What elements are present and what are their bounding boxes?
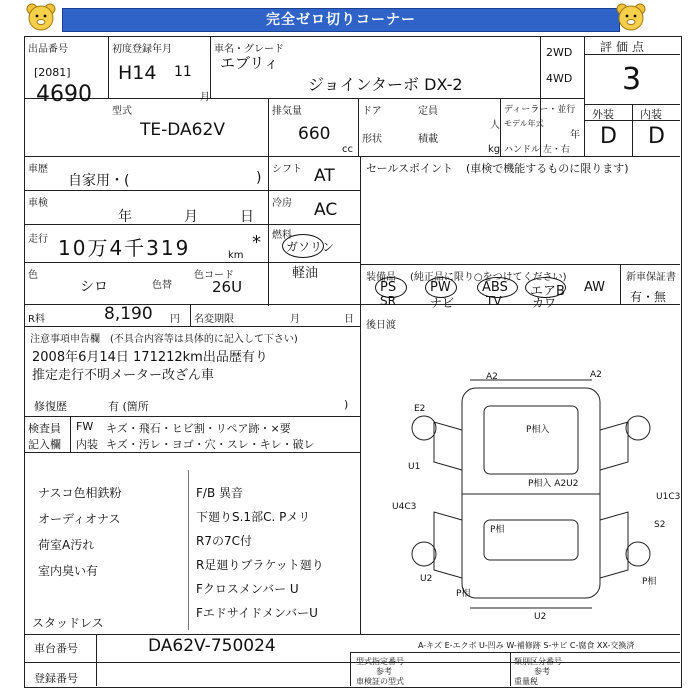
displacement-unit: cc bbox=[342, 144, 353, 155]
registration-month-unit: 月 bbox=[200, 92, 210, 103]
damage-mark: U4C3 bbox=[392, 502, 417, 512]
shift-label: シフト bbox=[272, 164, 302, 175]
color-code-label: 色コード bbox=[194, 270, 234, 281]
dealer-label: ディーラー・並行 bbox=[504, 105, 576, 115]
equipment-item: SR bbox=[380, 294, 396, 308]
damage-mark: P相 bbox=[456, 589, 471, 599]
capacity-label: 定員 bbox=[418, 106, 438, 117]
inspection-year: 年 bbox=[118, 209, 132, 225]
expiry-day: 日 bbox=[344, 314, 354, 325]
damage-mark: P相入 A2U2 bbox=[528, 479, 579, 489]
model-label: 型式 bbox=[112, 106, 132, 117]
after-install-label: 後日渡 bbox=[366, 320, 396, 331]
equipment-item: AW bbox=[584, 280, 606, 295]
color-change-label: 色替 bbox=[152, 280, 172, 291]
repair-label: 修復歴 bbox=[34, 400, 67, 413]
price-value: 8,190 bbox=[104, 304, 153, 324]
car-damage-diagram bbox=[400, 370, 670, 620]
mileage-unit: km bbox=[228, 250, 244, 261]
mileage-label: 走行 bbox=[28, 234, 48, 245]
cat-label: 類別区分番号 bbox=[514, 657, 562, 666]
cert-label: 型式指定番号 bbox=[356, 657, 404, 666]
drive-4wd: 4WD bbox=[546, 72, 573, 85]
interior-grade: D bbox=[648, 124, 665, 149]
price-unit: 円 bbox=[170, 314, 180, 325]
year-unit: 年 bbox=[570, 130, 580, 141]
reg-number-label: 登録番号 bbox=[34, 672, 78, 685]
chassis-label: 車台番号 bbox=[34, 642, 78, 655]
shape-label: 形状 bbox=[362, 134, 382, 145]
entry-label: 記入欄 bbox=[28, 438, 61, 451]
handwritten-note: R7の7C付 bbox=[196, 534, 252, 548]
banner-title: 完全ゼロ切りコーナー bbox=[62, 8, 620, 32]
handwritten-note: FエドサイドメンバーU bbox=[196, 606, 318, 620]
exterior-grade: D bbox=[600, 124, 617, 149]
expiry-month: 月 bbox=[290, 314, 300, 325]
kg-unit: kg bbox=[488, 144, 501, 155]
history-label: 車歴 bbox=[28, 164, 48, 175]
handle-label: ハンドル 左・右 bbox=[504, 145, 570, 155]
inspector-sub: FW bbox=[76, 420, 94, 433]
damage-mark: E2 bbox=[414, 404, 426, 414]
lot-subcode: [2081] bbox=[34, 66, 71, 79]
damage-mark: U1 bbox=[408, 462, 421, 472]
damage-mark: A2 bbox=[590, 370, 602, 380]
history-value: 自家用・( bbox=[68, 173, 130, 189]
history-close: ) bbox=[256, 170, 262, 186]
price-label: R料 bbox=[28, 314, 45, 325]
handwritten-note: F/B 異音 bbox=[196, 486, 243, 500]
person-unit: 人 bbox=[490, 120, 500, 131]
equipment-label: 装備品 bbox=[366, 272, 396, 283]
damage-mark: S2 bbox=[654, 520, 666, 530]
expiry-label: 名変期限 bbox=[194, 314, 234, 325]
notes-hint: (不具合内容等は具体的に記入して下さい) bbox=[110, 334, 298, 345]
registration-label: 初度登録年月 bbox=[112, 44, 172, 55]
damage-mark: A2 bbox=[486, 372, 498, 382]
inspection-label: 車検 bbox=[28, 198, 48, 209]
fuel-label: 燃料 bbox=[272, 230, 292, 241]
tax-label: 重量税 bbox=[514, 677, 538, 686]
ref-label-1: 参考 bbox=[376, 667, 392, 676]
banner bbox=[0, 0, 700, 34]
mileage-value: 10万4千319 bbox=[58, 236, 191, 260]
bear-mascot-icon bbox=[614, 2, 648, 32]
handwritten-note: 下廻りS.1部C. Pメリ bbox=[196, 510, 311, 524]
equipment-hint: (純正品に限り○をつけてください) bbox=[410, 272, 567, 283]
damage-mark: U2 bbox=[420, 574, 433, 584]
damage-mark: U2 bbox=[534, 612, 547, 622]
damage-mark: U1C3 bbox=[656, 492, 681, 502]
seal-label: 車検証の型式 bbox=[356, 677, 404, 686]
fuel-diesel: 軽油 bbox=[292, 266, 319, 281]
equipment-item: PS bbox=[380, 280, 397, 295]
new-car-value: 有・無 bbox=[630, 290, 667, 304]
handwritten-note: R足廻りブラケット廻り bbox=[196, 558, 324, 572]
damage-mark: P相 bbox=[490, 525, 505, 535]
repair-close: ) bbox=[344, 398, 349, 411]
vehicle-name: エブリィ bbox=[220, 54, 279, 72]
notes-label: 注意事項申告欄 bbox=[30, 334, 100, 345]
notes-line-2: 推定走行不明メーター改ざん車 bbox=[32, 368, 215, 383]
color-value: シロ bbox=[80, 279, 108, 295]
fuel-gasoline: ガソリン bbox=[286, 240, 335, 254]
load-label: 積載 bbox=[418, 134, 438, 145]
chassis-value: DA62V-750024 bbox=[148, 636, 276, 656]
handwritten-note: スタッドレス bbox=[32, 616, 104, 630]
vehicle-name-label: 車名・グレード bbox=[214, 44, 284, 55]
inspector-line-2: キズ・汚レ・ヨゴ・穴・スレ・キレ・破レ bbox=[106, 438, 315, 451]
inspection-month: 月 bbox=[184, 209, 198, 225]
rating-label: 評価点 bbox=[600, 40, 649, 54]
equipment-item: ABS bbox=[482, 280, 508, 295]
sales-point-hint: (車検で機能するものに限ります) bbox=[466, 162, 629, 175]
color-code: 26U bbox=[212, 278, 243, 296]
damage-legend: A-キズ E-エクボ U-凹み W-補修跡 S-サビ C-腐食 XX-交換済 bbox=[418, 641, 635, 650]
handwritten-note: ナスコ色相鉄粉 bbox=[38, 486, 122, 500]
notes-line-1: 2008年6月14日 171212km出品歴有り bbox=[32, 350, 268, 365]
vehicle-grade: ジョインターボ DX-2 bbox=[308, 75, 463, 94]
handwritten-note: 室内臭い有 bbox=[38, 564, 99, 578]
handwritten-note: オーディオナス bbox=[38, 512, 121, 526]
interior-label: 内装 bbox=[640, 108, 662, 121]
shift-value: AT bbox=[314, 166, 335, 186]
damage-mark: P相入 bbox=[526, 425, 550, 435]
bear-mascot-icon bbox=[24, 2, 58, 32]
ref-label-2: 参考 bbox=[534, 667, 550, 676]
exterior-label: 外装 bbox=[592, 108, 614, 121]
equipment-item: ナビ bbox=[430, 296, 455, 310]
model-year-label: モデル年式 bbox=[504, 119, 544, 128]
equipment-item: カワ bbox=[532, 296, 557, 310]
equipment-item: エアB bbox=[530, 284, 565, 299]
inspection-day: 日 bbox=[240, 209, 254, 225]
registration-year: H14 bbox=[118, 62, 157, 84]
color-label: 色 bbox=[28, 270, 38, 281]
rating-score: 3 bbox=[622, 62, 642, 97]
entry-sub: 内装 bbox=[76, 438, 98, 451]
ac-value: AC bbox=[314, 200, 338, 220]
ac-label: 冷房 bbox=[272, 198, 292, 209]
lot-number: 4690 bbox=[36, 82, 92, 107]
repair-value: 有 (箇所 bbox=[108, 400, 149, 413]
inspector-line-1: キズ・飛石・ヒビ割・リペア跡・×要 bbox=[106, 422, 291, 435]
sales-point-label: セールスポイント bbox=[366, 162, 454, 175]
lot-label: 出品番号 bbox=[28, 44, 68, 55]
damage-mark: P相 bbox=[642, 577, 657, 587]
door-label: ドア bbox=[362, 106, 382, 117]
equipment-item: PW bbox=[430, 280, 451, 295]
registration-month: 11 bbox=[174, 64, 192, 80]
displacement-value: 660 bbox=[298, 124, 331, 144]
displacement-label: 排気量 bbox=[272, 106, 302, 117]
drive-2wd: 2WD bbox=[546, 46, 573, 59]
mileage-star: * bbox=[252, 232, 261, 253]
model-value: TE-DA62V bbox=[140, 120, 225, 140]
equipment-item: TV bbox=[486, 294, 502, 308]
handwritten-note: Fクロスメンバー U bbox=[196, 582, 299, 596]
new-car-label: 新車保証書 bbox=[626, 272, 676, 283]
handwritten-note: 荷室A汚れ bbox=[38, 538, 95, 552]
inspector-label: 検査員 bbox=[28, 422, 61, 435]
